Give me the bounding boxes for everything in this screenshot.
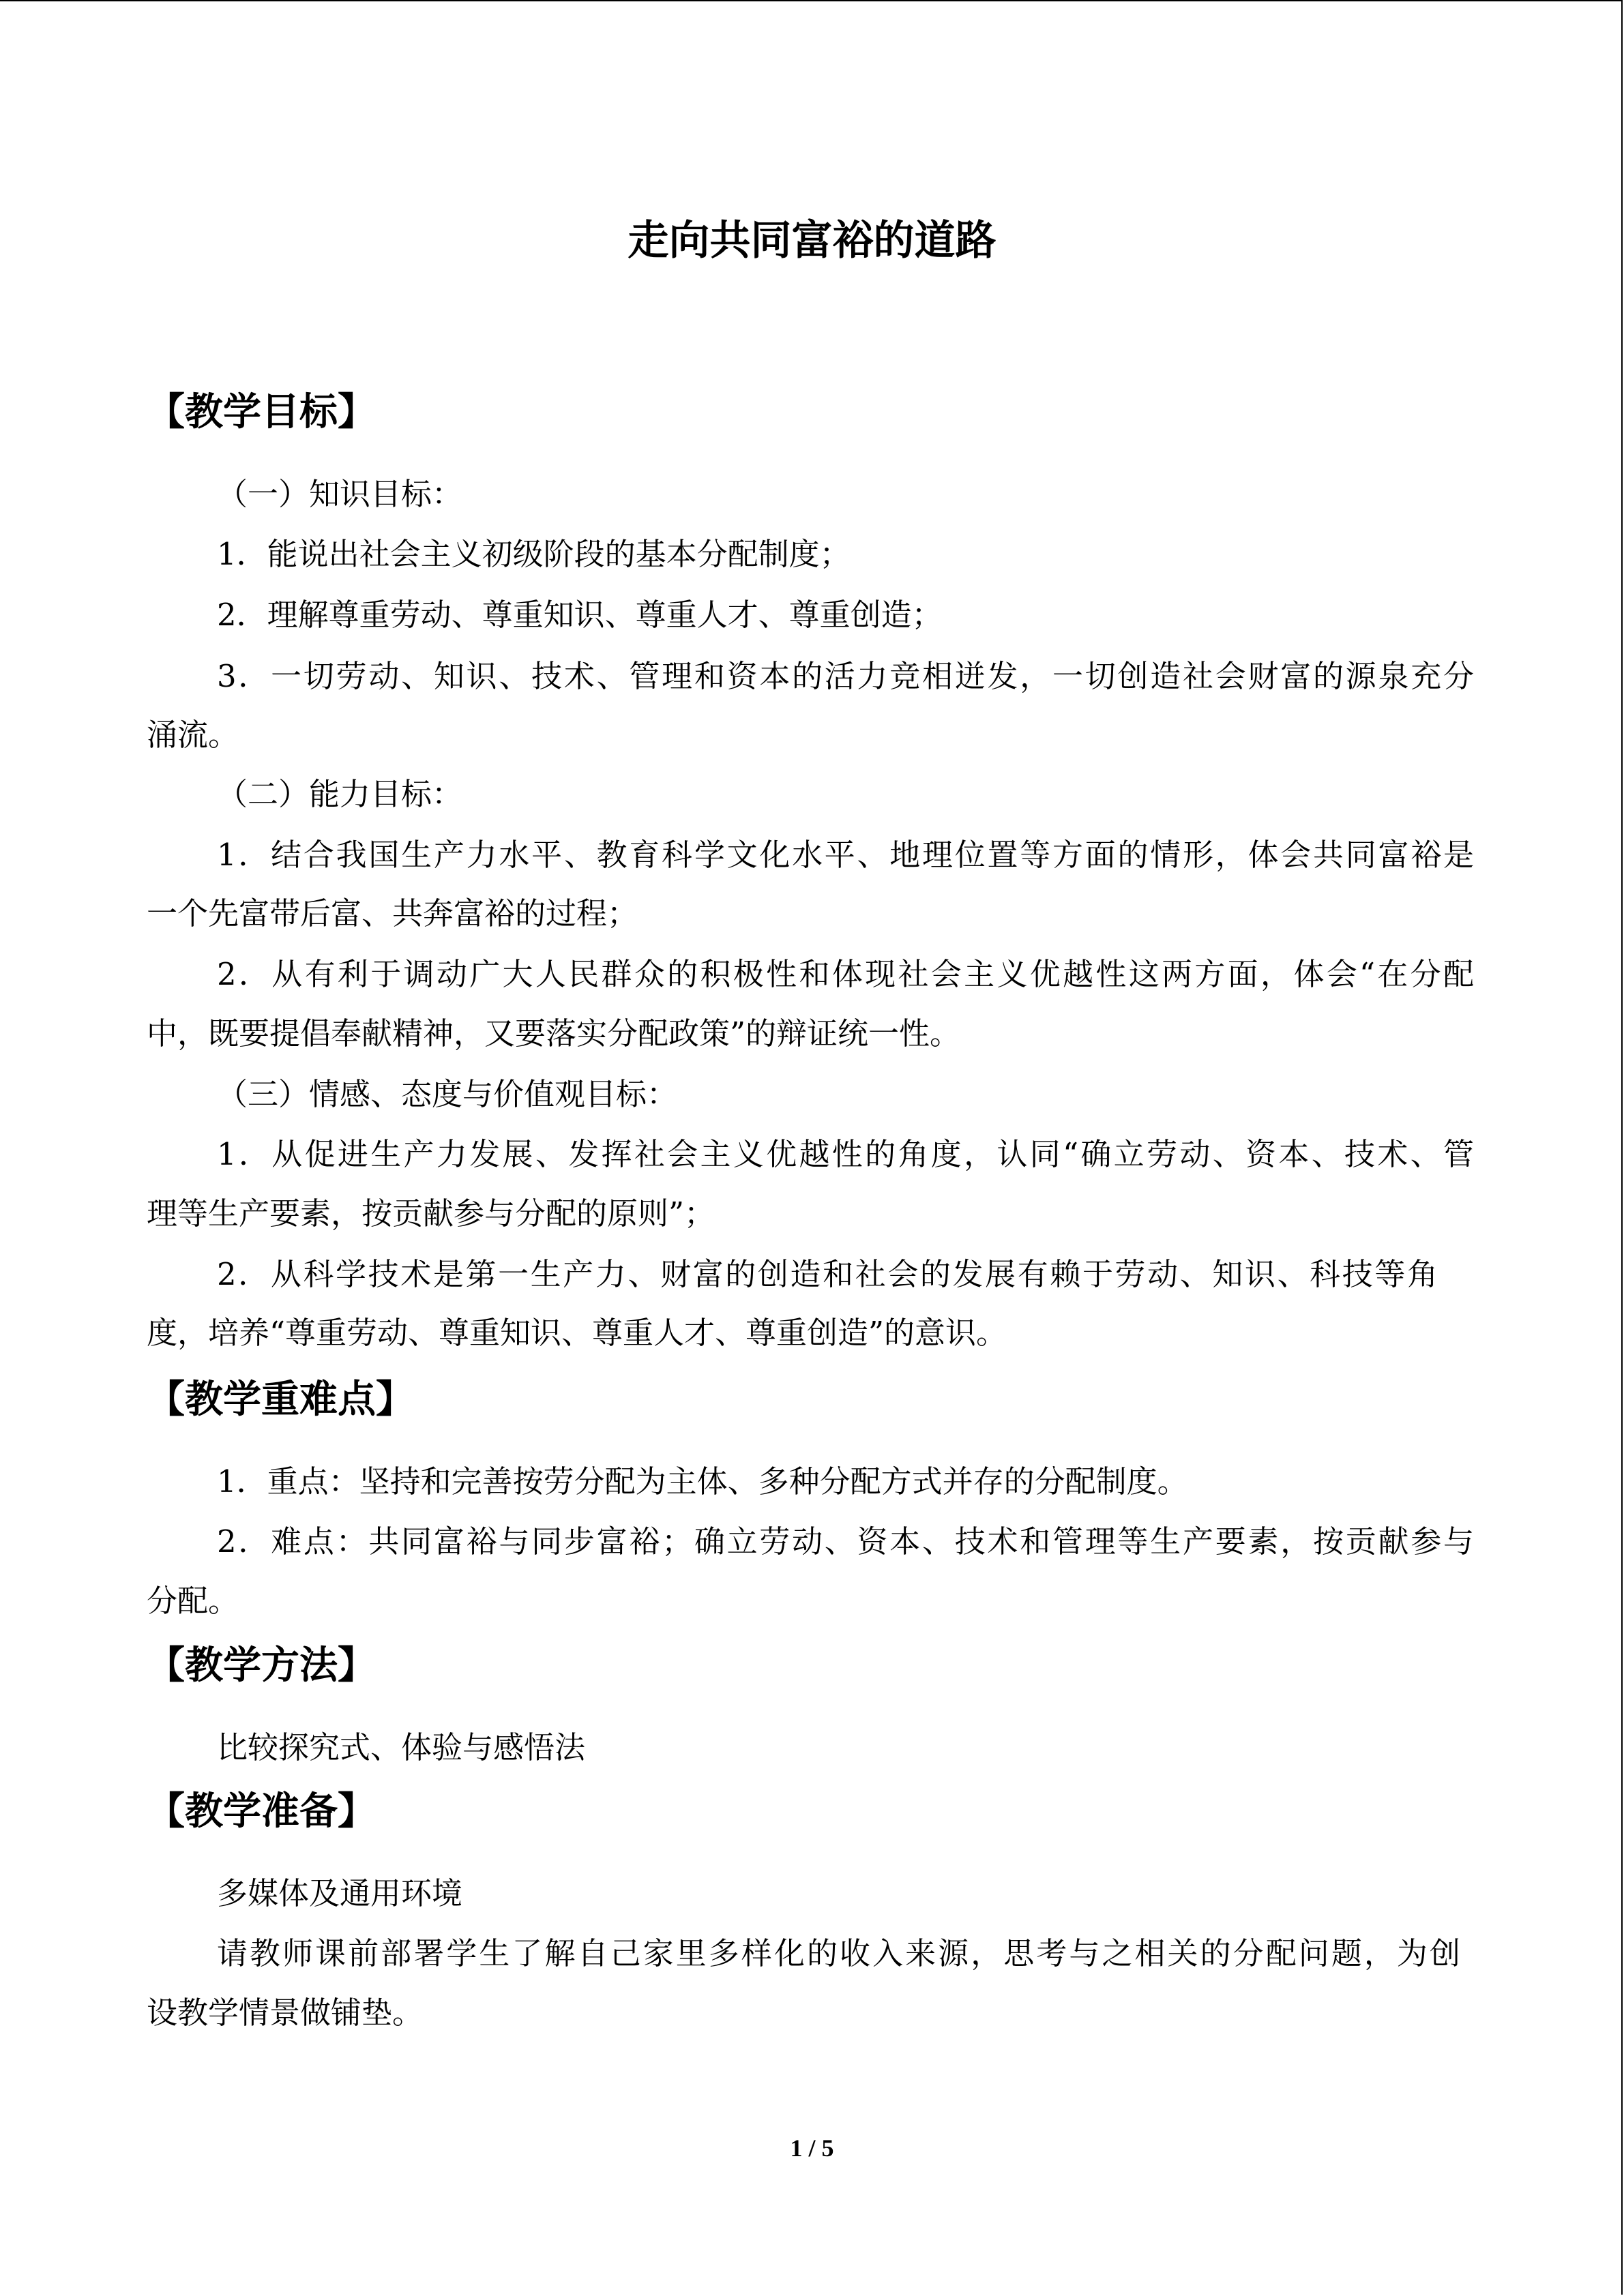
methods-text: 比较探究式、体验与感悟法 (217, 1729, 586, 1765)
key-point-2-cont: 分配。 (147, 1583, 239, 1619)
attitude-label: （三）情感、态度与价值观目标： (217, 1076, 678, 1112)
attitude-item-1: 1．从促进生产力发展、发挥社会主义优越性的角度，认同“确立劳动、资本、技术、管 (217, 1136, 1474, 1172)
ability-item-1: 1．结合我国生产力水平、教育科学文化水平、地理位置等方面的情形，体会共同富裕是 (217, 837, 1474, 873)
key-point-1: 1．重点：坚持和完善按劳分配为主体、多种分配方式并存的分配制度。 (217, 1463, 1188, 1500)
preparation-text-2-cont: 设教学情景做铺垫。 (147, 1995, 424, 2031)
attitude-item-2: 2．从科学技术是第一生产力、财富的创造和社会的发展有赖于劳动、知识、科技等角 (217, 1256, 1438, 1292)
ability-label: （二）能力目标： (217, 776, 463, 812)
page-title: 走向共同富裕的道路 (628, 217, 996, 265)
attitude-item-2-cont: 度，培养“尊重劳动、尊重知识、尊重人才、尊重创造”的意识。 (147, 1315, 1007, 1351)
page-number: 1 / 5 (790, 2134, 834, 2162)
knowledge-item-2: 2．理解尊重劳动、尊重知识、尊重人才、尊重创造； (217, 597, 943, 633)
attitude-item-1-cont: 理等生产要素，按贡献参与分配的原则”； (147, 1195, 715, 1232)
ability-item-1-cont: 一个先富带后富、共奔富裕的过程； (147, 895, 638, 931)
ability-item-2: 2．从有利于调动广大人民群众的积极性和体现社会主义优越性这两方面，体会“在分配 (217, 956, 1474, 992)
section-heading-objectives: 【教学目标】 (147, 390, 376, 434)
ability-item-2-cont: 中，既要提倡奉献精神，又要落实分配政策”的辩证统一性。 (147, 1015, 961, 1052)
section-heading-key-points: 【教学重难点】 (147, 1377, 414, 1422)
knowledge-item-3-cont: 涌流。 (147, 717, 239, 753)
knowledge-label: （一）知识目标： (217, 476, 463, 512)
section-heading-methods: 【教学方法】 (147, 1643, 376, 1688)
key-point-2: 2．难点：共同富裕与同步富裕；确立劳动、资本、技术和管理等生产要素，按贡献参与 (217, 1523, 1474, 1560)
preparation-text-2: 请教师课前部署学生了解自己家里多样化的收入来源，思考与之相关的分配问题，为创 (217, 1935, 1460, 1971)
knowledge-item-1: 1．能说出社会主义初级阶段的基本分配制度； (217, 536, 851, 572)
section-heading-preparation: 【教学准备】 (147, 1789, 376, 1834)
preparation-text-1: 多媒体及通用环境 (217, 1875, 463, 1911)
knowledge-item-3: 3．一切劳动、知识、技术、管理和资本的活力竞相迸发，一切创造社会财富的源泉充分 (217, 658, 1474, 694)
